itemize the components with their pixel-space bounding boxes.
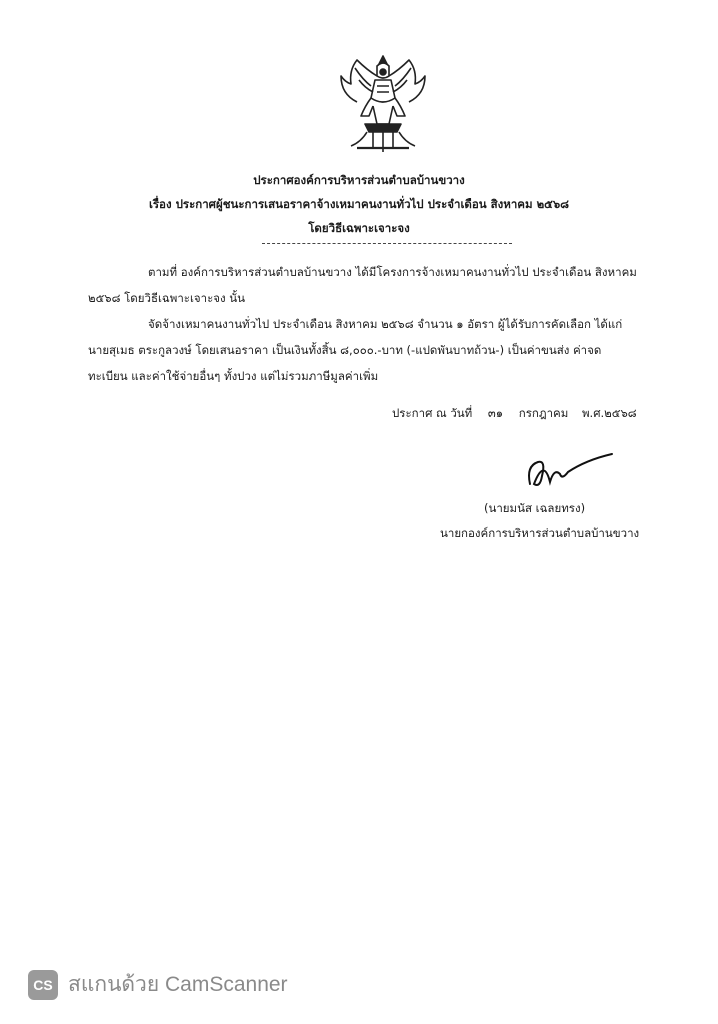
camscanner-logo-icon: CS <box>28 970 58 1000</box>
announce-prefix: ประกาศ ณ วันที่ <box>392 406 473 420</box>
header-subject: เรื่อง ประกาศผู้ชนะการเสนอราคาจ้างเหมาคนงานทั่วไป ประจำเดือน สิงหาคม ๒๕๖๘ <box>148 197 570 211</box>
paragraph-line: จัดจ้างเหมาคนงานทั่วไป ประจำเดือน สิงหาคม ๒๕๖๘ จำนวน ๑ อัตรา ผู้ได้รับการคัดเลือก ได้แก่ <box>148 317 623 331</box>
announce-month: กรกฎาคม <box>518 406 569 420</box>
header-divider <box>262 243 512 244</box>
document-header <box>0 168 718 240</box>
signer-name: (นายมนัส เฉลยทรง) <box>484 501 586 515</box>
scanner-watermark <box>28 968 288 1001</box>
paragraph-line: นายสุเมธ ตระกูลวงษ์ โดยเสนอราคา เป็นเงินทั้งสิ้น ๘,๐๐๐.-บาท (-แปดพันบาทถ้วน-) เป็นค่าขนส่ง ค่าจด <box>88 343 602 357</box>
header-method: โดยวิธีเฉพาะเจาะจง <box>308 221 410 235</box>
announcement-date <box>392 405 641 423</box>
paragraph-line: ทะเบียน และค่าใช้จ่ายอื่นๆ ทั้งปวง แต่ไม่รวมภาษีมูลค่าเพิ่ม <box>88 369 379 383</box>
paragraph-award <box>88 311 648 389</box>
announce-day: ๓๑ <box>487 406 504 420</box>
paragraph-line: ๒๕๖๘ โดยวิธีเฉพาะเจาะจง นั้น <box>88 291 245 305</box>
paragraph-line: ตามที่ องค์การบริหารส่วนตำบลบ้านขวาง ได้มีโครงการจ้างเหมาคนงานทั่วไป ประจำเดือน สิงหาคม <box>148 265 637 279</box>
watermark-text: สแกนด้วย CamScanner <box>68 973 288 996</box>
signer-title: นายกองค์การบริหารส่วนตำบลบ้านขวาง <box>440 526 640 540</box>
header-organization: ประกาศองค์การบริหารส่วนตำบลบ้านขวาง <box>253 173 465 187</box>
garuda-emblem-icon <box>337 50 429 158</box>
announce-year: พ.ศ.๒๕๖๘ <box>581 406 637 420</box>
handwritten-signature <box>516 448 616 498</box>
paragraph-reference <box>88 259 648 311</box>
